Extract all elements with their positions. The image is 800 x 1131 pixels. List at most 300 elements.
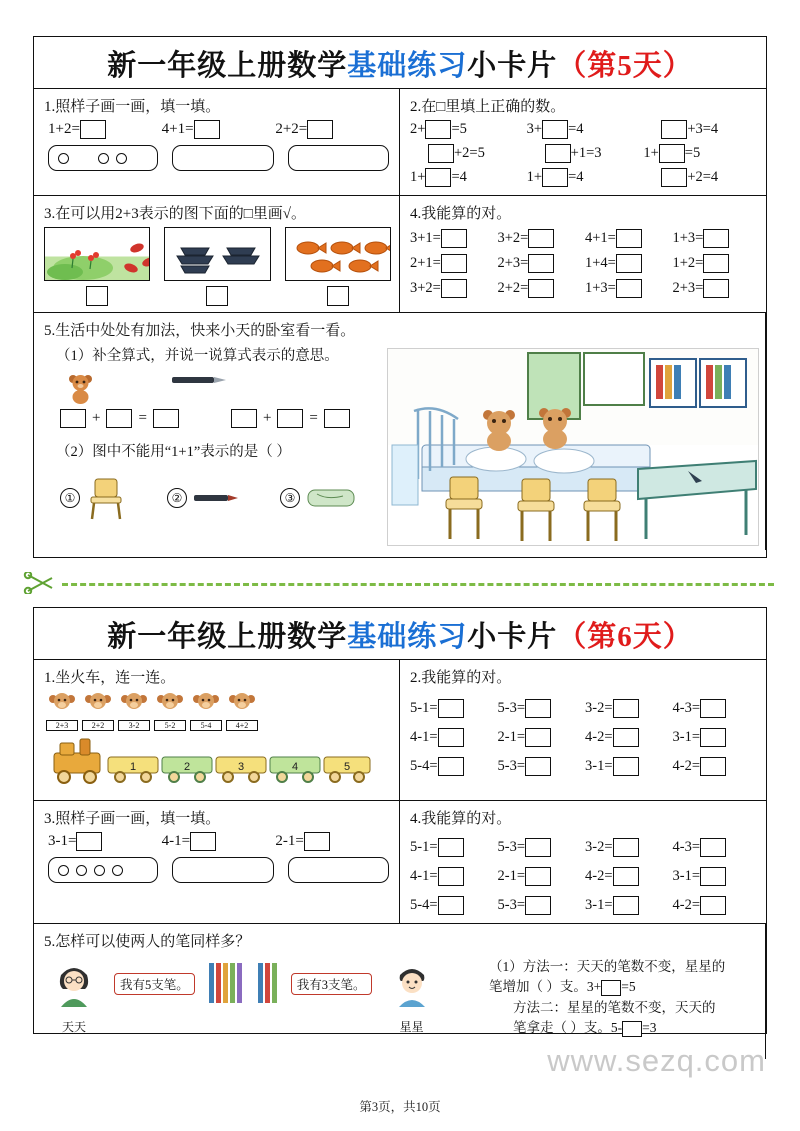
- question-3-day6: [34, 801, 400, 923]
- dot-icon: [58, 865, 69, 876]
- q2-item: [585, 757, 673, 776]
- q4-item: [410, 867, 498, 886]
- boy-bubble-text: 我有3支笔。: [291, 973, 372, 995]
- q4-item: [585, 896, 673, 915]
- title-part-black: 新一年级上册数学: [107, 621, 348, 653]
- q2-item: [527, 144, 644, 163]
- q4-grid: [400, 225, 766, 306]
- question-1-day6: [34, 660, 400, 800]
- answer-box[interactable]: [613, 757, 639, 776]
- q2-expr: 5-4=: [410, 758, 438, 774]
- method-2-text-c: =3: [642, 1019, 657, 1035]
- q4-item: [585, 229, 673, 248]
- answer-box[interactable]: [525, 838, 551, 857]
- plus-sign: +: [262, 410, 272, 426]
- q4-item: [498, 254, 586, 273]
- row-q3-q4: [34, 196, 766, 313]
- q4-expr: 5-1=: [410, 839, 438, 855]
- answer-box[interactable]: [528, 229, 554, 248]
- answer-box[interactable]: [661, 120, 687, 139]
- draw-pill-empty[interactable]: [172, 145, 275, 171]
- monkey-card[interactable]: [154, 691, 186, 731]
- q4-expr: 1+3=: [585, 280, 616, 296]
- answer-box[interactable]: [703, 254, 729, 273]
- watermark: www.sezq.com: [547, 1043, 766, 1078]
- q2-expr: 4-3=: [672, 700, 701, 716]
- q5-equation-row: [60, 409, 414, 428]
- answer-box[interactable]: [324, 409, 350, 428]
- dot-icon: [94, 865, 105, 876]
- q4-item: [410, 279, 498, 298]
- q2-item: [410, 757, 498, 776]
- q4-expr: 2+3=: [497, 255, 529, 271]
- answer-box[interactable]: [700, 757, 726, 776]
- q3-expr-0-text: 3-1=: [48, 832, 77, 849]
- option-3[interactable]: [280, 485, 357, 511]
- q2-title: 2.在□里填上正确的数。: [410, 99, 566, 115]
- q2-expr: 3-2=: [585, 700, 613, 716]
- q4-item: [410, 254, 498, 273]
- q2-item: [498, 699, 586, 718]
- option-2[interactable]: [167, 488, 240, 508]
- question-1: [34, 89, 400, 195]
- boy-figure: [382, 959, 442, 1035]
- q2-item: [643, 168, 760, 187]
- q4-expr: 2-1=: [497, 868, 526, 884]
- q2-item: [643, 120, 760, 139]
- q3-check-cell: [285, 286, 391, 306]
- q4-item: [498, 896, 586, 915]
- answer-box[interactable]: [659, 144, 685, 163]
- title-part-black2: 小卡片: [467, 50, 558, 82]
- boy-icon: [385, 959, 439, 1013]
- answer-box[interactable]: [528, 279, 554, 298]
- answer-box[interactable]: [601, 980, 621, 996]
- q2-item: [498, 757, 586, 776]
- q3-check-cell: [44, 286, 150, 306]
- monkey-card[interactable]: [46, 691, 78, 731]
- answer-box[interactable]: [613, 867, 639, 886]
- q1-expr-1-text: 4+1=: [161, 120, 194, 137]
- answer-box[interactable]: [438, 728, 464, 747]
- q4-item: [585, 838, 673, 857]
- monkey-card-label: 5-2: [154, 720, 186, 731]
- monkey-card[interactable]: [190, 691, 222, 731]
- flowers-grass-picture: [44, 227, 150, 281]
- answer-box[interactable]: [622, 1021, 642, 1037]
- q2-mid: +2=5: [454, 145, 485, 161]
- answer-box[interactable]: [528, 254, 554, 273]
- draw-pill-empty[interactable]: [172, 857, 275, 883]
- draw-pill-empty[interactable]: [288, 857, 389, 883]
- q3-body-day6: [34, 832, 399, 891]
- method-2-line-b: [489, 1018, 757, 1038]
- option-number: ②: [167, 488, 187, 508]
- plus-sign: +: [92, 410, 101, 426]
- q4-expr: 4-2=: [585, 868, 613, 884]
- q4-expr: 4-3=: [672, 839, 701, 855]
- q4-item: [585, 254, 673, 273]
- q4-expr: 5-3=: [497, 839, 526, 855]
- dot-icon: [98, 153, 109, 164]
- check-box[interactable]: [86, 286, 108, 306]
- method-2-text-b: 笔拿走（ ）支。5-: [513, 1019, 623, 1035]
- row-q5-day6: [34, 924, 766, 1059]
- answer-box[interactable]: [277, 409, 303, 428]
- q4-expr: 3+2=: [410, 280, 441, 296]
- option-1[interactable]: [60, 475, 127, 521]
- q2-expr: 4-2=: [585, 729, 613, 745]
- answer-box[interactable]: [700, 867, 726, 886]
- title-part-black: 新一年级上册数学: [107, 50, 348, 82]
- q4-item: [673, 838, 761, 857]
- q3-picture-row: [44, 227, 391, 281]
- worksheet-card-day6: [33, 607, 767, 1034]
- q2-pre: 1+: [526, 169, 543, 185]
- q1-expr-1: [162, 120, 276, 139]
- girl-figure: [44, 959, 104, 1035]
- method-1-line-a: （1）方法一：天天的笔数不变，星星的: [489, 959, 726, 974]
- q3-check-cell: [164, 286, 270, 306]
- q4-item: [673, 896, 761, 915]
- draw-pill-filled[interactable]: [48, 857, 158, 883]
- q2-expr: 3-1=: [672, 729, 701, 745]
- answer-box[interactable]: [194, 120, 220, 139]
- check-box[interactable]: [327, 286, 349, 306]
- q5-sub2: （2）图中不能用“1+1”表示的是（ ）: [56, 444, 291, 460]
- answer-box[interactable]: [525, 896, 551, 915]
- monkey-card-label: 4+2: [226, 720, 258, 731]
- q5-people-row: [44, 959, 474, 1035]
- answer-box[interactable]: [525, 867, 551, 886]
- answer-box[interactable]: [438, 838, 464, 857]
- answer-box[interactable]: [438, 757, 464, 776]
- svg-text:2: 2: [183, 761, 191, 773]
- q1-expr-2-text: 2+2=: [275, 120, 308, 137]
- q4-expr: 1+4=: [585, 255, 616, 271]
- bedroom-illustration: [387, 348, 759, 546]
- answer-box[interactable]: [700, 728, 726, 747]
- q5-left-column: [34, 342, 414, 521]
- q4-grid-day6: [400, 830, 766, 923]
- q2-grid-day6: [400, 689, 766, 784]
- title-part-blue: 基础练习: [347, 50, 468, 82]
- question-4-day6: [400, 801, 766, 923]
- q4-item: [585, 867, 673, 886]
- row-q1-q2: [34, 89, 766, 196]
- q5-options-row: [60, 475, 414, 521]
- answer-box[interactable]: [441, 254, 467, 273]
- train-svg: [46, 735, 376, 789]
- q4-expr: 1+2=: [672, 255, 704, 271]
- answer-box[interactable]: [525, 757, 551, 776]
- q2-item: [410, 120, 527, 139]
- monkey-cards-row: [46, 691, 391, 731]
- q1-title: 1.照样子画一画，填一填。: [44, 99, 221, 115]
- q4-expr: 4-1=: [410, 868, 438, 884]
- q3-expr-2-text: 2-1=: [275, 832, 304, 849]
- q4-expr: 5-4=: [410, 897, 438, 913]
- scissors-icon: [22, 572, 62, 594]
- answer-box[interactable]: [438, 867, 464, 886]
- q4-item: [673, 229, 761, 248]
- option-number: ①: [60, 488, 80, 508]
- title-part-black2: 小卡片: [467, 621, 558, 653]
- answer-box[interactable]: [616, 279, 642, 298]
- q4-item: [673, 254, 761, 273]
- answer-box[interactable]: [76, 832, 102, 851]
- dot-icon: [116, 153, 127, 164]
- answer-box[interactable]: [613, 896, 639, 915]
- answer-box[interactable]: [616, 229, 642, 248]
- answer-box[interactable]: [661, 168, 687, 187]
- answer-box[interactable]: [428, 144, 454, 163]
- monkey-card-label: 2+2: [82, 720, 114, 731]
- answer-box[interactable]: [153, 409, 179, 428]
- row-q5: [34, 313, 766, 550]
- q2-mid: +2=4: [687, 169, 719, 185]
- answer-box[interactable]: [700, 699, 726, 718]
- q2-item: [410, 144, 527, 163]
- answer-box[interactable]: [304, 832, 330, 851]
- q2-expr: 5-3=: [497, 758, 526, 774]
- q5-methods-area: [489, 957, 757, 1038]
- q4-item: [410, 229, 498, 248]
- girl-bubble-text: 我有5支笔。: [114, 973, 195, 995]
- answer-box[interactable]: [438, 896, 464, 915]
- answer-box[interactable]: [438, 699, 464, 718]
- q2-expr: 3-1=: [585, 758, 613, 774]
- q5-body: [34, 342, 765, 550]
- q5-title: 5.生活中处处有加法，快来小天的卧室看一看。: [44, 323, 356, 339]
- q1-expression-row: [48, 120, 389, 139]
- answer-box[interactable]: [307, 120, 333, 139]
- q2-expr: 5-3=: [497, 700, 526, 716]
- method-2-line-a: 方法二：星星的笔数不变，天天的: [513, 999, 716, 1015]
- q2-grid: [400, 118, 766, 195]
- q2-item: [410, 728, 498, 747]
- q5-people-area: [44, 959, 474, 1035]
- q2-expr: 2-1=: [497, 729, 526, 745]
- q4-item: [498, 867, 586, 886]
- q2-expr: 4-2=: [672, 758, 701, 774]
- q2-item: [527, 120, 644, 139]
- q3-expr-1-text: 4-1=: [161, 832, 191, 849]
- q4-title: 4.我能算的对。: [410, 206, 512, 222]
- answer-box[interactable]: [425, 168, 451, 187]
- question-3: [34, 196, 400, 312]
- q4-item: [498, 229, 586, 248]
- q3-draw-area: [48, 857, 389, 883]
- q2-item: [673, 699, 761, 718]
- answer-box[interactable]: [542, 168, 568, 187]
- q3-title: 3.在可以用2+3表示的图下面的□里画√。: [44, 206, 307, 222]
- q2-item: [585, 728, 673, 747]
- svg-text:3: 3: [237, 761, 245, 773]
- answer-box[interactable]: [60, 409, 86, 428]
- q2-mid: +1=3: [570, 145, 602, 161]
- answer-box[interactable]: [703, 229, 729, 248]
- row-q3-q4-day6: [34, 801, 766, 924]
- answer-box[interactable]: [703, 279, 729, 298]
- q2-item: [673, 757, 761, 776]
- q2-mid: =4: [568, 121, 584, 137]
- q4-expr: 3+2=: [497, 230, 529, 246]
- answer-box[interactable]: [231, 409, 257, 428]
- q4-expr: 2+1=: [410, 255, 441, 271]
- answer-box[interactable]: [425, 120, 451, 139]
- q2-item: [585, 699, 673, 718]
- boats-svg: [165, 228, 270, 280]
- q4-expr: 3-1=: [585, 897, 613, 913]
- answer-box[interactable]: [545, 144, 571, 163]
- q1-expr-0: [48, 120, 162, 139]
- q1-train-body: [34, 689, 399, 800]
- q4-expr: 5-3=: [497, 897, 526, 913]
- q4-item: [585, 279, 673, 298]
- monkey-icon: [155, 691, 185, 715]
- question-2-day6: [400, 660, 766, 800]
- row-q1-q2-day6: [34, 660, 766, 801]
- monkey-icon: [191, 691, 221, 715]
- method-1-text-b: 笔增加（ ）支。3+: [489, 979, 602, 995]
- bedroom-svg: [388, 349, 758, 545]
- q1-draw-area: [48, 145, 389, 171]
- dot-icon: [76, 865, 87, 876]
- dot-icon: [58, 153, 69, 164]
- boats-picture: [164, 227, 270, 281]
- q4-item: [410, 896, 498, 915]
- q2-mid: =4: [451, 169, 467, 185]
- answer-box[interactable]: [613, 728, 639, 747]
- q2-pre: 1+: [643, 145, 659, 161]
- train-illustration: [46, 735, 391, 794]
- q2-item: [673, 728, 761, 747]
- q2-item: [410, 168, 527, 187]
- q3-expr-2: [275, 832, 389, 851]
- q4-expr: 4-2=: [672, 897, 701, 913]
- svg-text:5: 5: [343, 761, 351, 773]
- answer-box[interactable]: [441, 279, 467, 298]
- chair-icon: [85, 475, 127, 521]
- q4-item: [673, 279, 761, 298]
- q4-expr: 3+1=: [410, 230, 441, 246]
- q2-mid: =5: [451, 121, 467, 137]
- q2-mid: =4: [568, 169, 584, 185]
- pillow-icon: [305, 485, 357, 511]
- answer-box[interactable]: [616, 254, 642, 273]
- svg-text:4: 4: [291, 761, 299, 773]
- answer-box[interactable]: [525, 728, 551, 747]
- answer-box[interactable]: [525, 699, 551, 718]
- girl-speech: [114, 973, 195, 995]
- equals-sign: =: [309, 410, 318, 426]
- answer-box[interactable]: [613, 699, 639, 718]
- question-4: [400, 196, 766, 312]
- draw-pill-filled[interactable]: [48, 145, 158, 171]
- q4-item: [673, 867, 761, 886]
- girl-name: 天天: [61, 1020, 86, 1034]
- check-box[interactable]: [206, 286, 228, 306]
- q4-title-day6: 4.我能算的对。: [410, 811, 512, 827]
- q3-check-row: [44, 286, 391, 306]
- method-1-text-c: =5: [621, 979, 636, 995]
- option-number: ③: [280, 488, 300, 508]
- q1-expr-2: [275, 120, 389, 139]
- monkey-card[interactable]: [82, 691, 114, 731]
- monkey-card-label: 5-4: [190, 720, 222, 731]
- dot-icon: [112, 865, 123, 876]
- boy-name: 星星: [399, 1020, 424, 1034]
- monkey-card-label: 2+3: [46, 720, 78, 731]
- pencils-icon-5: [205, 961, 245, 1007]
- answer-box[interactable]: [700, 838, 726, 857]
- question-5: [34, 313, 766, 550]
- q2-item: [527, 168, 644, 187]
- title-part-red: （第6天）: [557, 621, 693, 653]
- q2-expr: 5-1=: [410, 700, 438, 716]
- fish-picture: [285, 227, 391, 281]
- monkey-icon: [47, 691, 77, 715]
- q5-title-day6: 5.怎样可以使两人的笔同样多？: [44, 934, 251, 950]
- pen-icon: [192, 490, 240, 506]
- q4-expr: 4+1=: [585, 230, 616, 246]
- q4-expr: 2+2=: [497, 280, 529, 296]
- q2-title-day6: 2.我能算的对。: [410, 670, 512, 686]
- q4-item: [498, 279, 586, 298]
- monkey-icon: [83, 691, 113, 715]
- answer-box[interactable]: [80, 120, 106, 139]
- q3-title-day6: 3.照样子画一画，填一填。: [44, 811, 221, 827]
- question-2: [400, 89, 766, 195]
- answer-box[interactable]: [613, 838, 639, 857]
- answer-box[interactable]: [700, 896, 726, 915]
- answer-box[interactable]: [106, 409, 132, 428]
- q1-body: [34, 120, 399, 179]
- monkey-card-label: 3-2: [118, 720, 150, 731]
- page-footer: 第3页，共10页: [359, 1100, 441, 1114]
- fish-svg: [286, 228, 391, 280]
- title-part-red: （第5天）: [557, 50, 693, 82]
- monkey-icon: [227, 691, 257, 715]
- method-1-line-b: [489, 977, 757, 997]
- q2-pre: 3+: [526, 121, 543, 137]
- q2-item: [498, 728, 586, 747]
- q4-expr: 1+3=: [672, 230, 704, 246]
- q3-body: [34, 225, 399, 312]
- answer-box[interactable]: [542, 120, 568, 139]
- monkey-card[interactable]: [226, 691, 258, 731]
- q2-pre: 2+: [410, 121, 426, 137]
- flowers-grass-svg: [45, 228, 150, 280]
- equals-sign: =: [138, 410, 147, 426]
- q4-item: [410, 838, 498, 857]
- q4-expr: 3-1=: [672, 868, 701, 884]
- draw-pill-empty[interactable]: [288, 145, 389, 171]
- teddy-bear-icon: [64, 371, 98, 405]
- card-title-day5: [34, 37, 766, 89]
- q1-expr-0-text: 1+2=: [48, 120, 80, 137]
- answer-box[interactable]: [190, 832, 216, 851]
- q2-pre: 1+: [410, 169, 426, 185]
- q3-expr-1: [162, 832, 276, 851]
- question-5-day6: [34, 924, 766, 1059]
- answer-box[interactable]: [441, 229, 467, 248]
- monkey-icon: [119, 691, 149, 715]
- girl-icon: [47, 959, 101, 1013]
- boy-speech: [291, 973, 372, 995]
- monkey-card[interactable]: [118, 691, 150, 731]
